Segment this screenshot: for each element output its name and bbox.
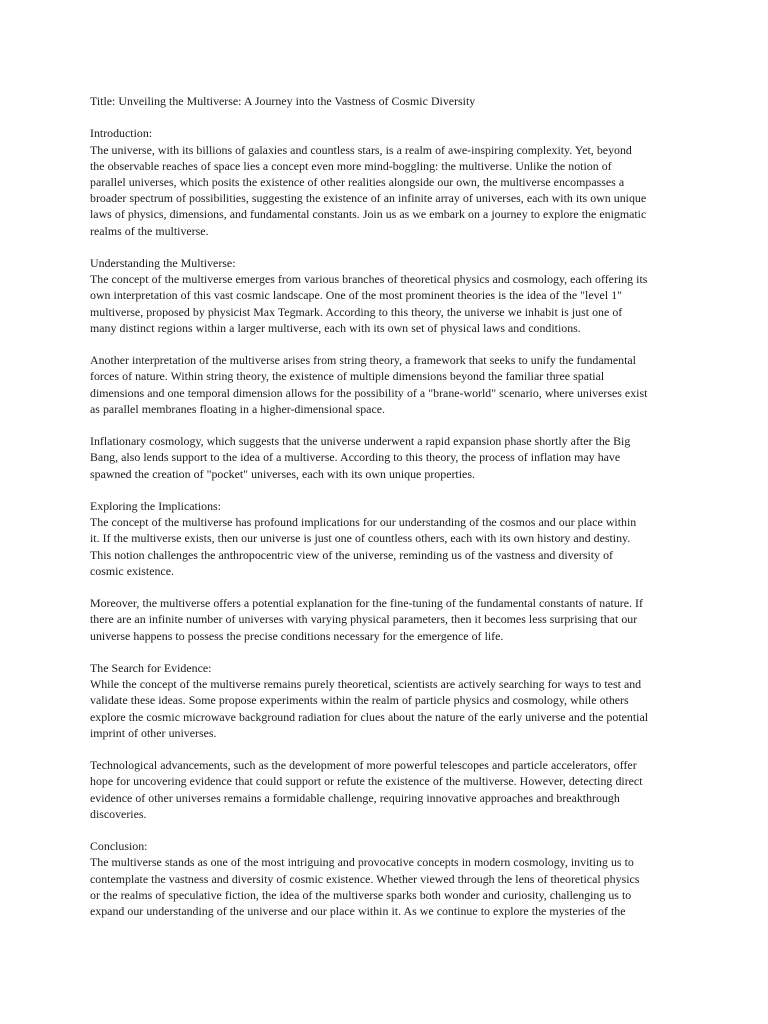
paragraph — [90, 660, 680, 741]
text-line: The universe, with its billions of galaxies and countless stars, is a realm of awe-inspiring complexity. Yet, beyond — [90, 142, 632, 157]
paragraph — [90, 595, 680, 644]
paragraph — [90, 498, 680, 579]
text-line: Another interpretation of the multiverse arises from string theory, a framework that seeks to unify the fundamental — [90, 353, 636, 368]
text-line: there are an infinite number of universes with varying physical parameters, then it becomes less surprising that our — [90, 612, 638, 627]
text-line: forces of nature. Within string theory, the existence of multiple dimensions beyond the familiar three spatial — [90, 369, 605, 384]
text-line: cosmic existence. — [90, 563, 174, 578]
text-line: While the concept of the multiverse remains purely theoretical, scientists are actively searching for ways to test and — [90, 677, 642, 692]
text-line: Inflationary cosmology, which suggests that the universe underwent a rapid expansion phase shortly after the Big — [90, 434, 631, 449]
text-line: The concept of the multiverse has profound implications for our understanding of the cosmos and our place within — [90, 515, 637, 530]
text-line: multiverse, proposed by physicist Max Tegmark. According to this theory, the universe we inhabit is just one of — [90, 304, 623, 319]
section-heading-exploring-the-implications: Exploring the Implications: — [90, 499, 221, 513]
section-heading-understanding-the-multiverse: Understanding the Multiverse: — [90, 256, 236, 270]
text-line: This notion challenges the anthropocentric view of the universe, reminding us of the vastness and diversity of — [90, 547, 614, 562]
text-line: universe happens to possess the precise conditions necessary for the emergence of life. — [90, 628, 504, 643]
text-line: discoveries. — [90, 806, 147, 821]
text-line: many distinct regions within a larger multiverse, each with its own set of physical laws and conditions. — [90, 320, 581, 335]
text-line: or the realms of speculative fiction, the idea of the multiverse sparks both wonder and curiosity, challenging us to — [90, 887, 632, 902]
text-line: it. If the multiverse exists, then our universe is just one of countless others, each with its own history and destiny. — [90, 531, 631, 546]
document-body — [90, 125, 680, 919]
text-line: broader spectrum of possibilities, suggesting the existence of an infinite array of universes, each with its own unique — [90, 191, 647, 206]
text-line: The multiverse stands as one of the most intriguing and provocative concepts in modern cosmology, inviting us to — [90, 855, 634, 870]
document-page — [90, 93, 680, 935]
text-line: The concept of the multiverse emerges from various branches of theoretical physics and cosmology, each offering its — [90, 272, 648, 287]
text-line: Moreover, the multiverse offers a potential explanation for the fine-tuning of the fundamental constants of nature. If — [90, 596, 643, 611]
section-heading-the-search-for-evidence: The Search for Evidence: — [90, 661, 212, 675]
paragraph — [90, 433, 680, 482]
document-title: Title: Unveiling the Multiverse: A Journey into the Vastness of Cosmic Diversity — [90, 94, 476, 108]
text-line: evidence of other universes remains a formidable challenge, requiring innovative approaches and breakthrough — [90, 790, 620, 805]
section-heading-conclusion: Conclusion: — [90, 839, 148, 854]
text-line: expand our understanding of the universe and our place within it. As we continue to explore the mysteries of the — [90, 904, 626, 919]
paragraph — [90, 352, 680, 417]
text-line: as parallel membranes floating in a higher-dimensional space. — [90, 401, 385, 416]
paragraph — [90, 757, 680, 822]
paragraph — [90, 838, 680, 919]
text-line: spawned the creation of "pocket" universes, each with its own unique properties. — [90, 466, 475, 481]
text-line: own interpretation of this vast cosmic landscape. One of the most prominent theories is the idea of the "level 1" — [90, 288, 623, 303]
text-line: the observable reaches of space lies a concept even more mind-boggling: the multiverse. Unlike the notion of — [90, 158, 612, 173]
text-line: imprint of other universes. — [90, 725, 217, 740]
text-line: explore the cosmic microwave background radiation for clues about the nature of the early universe and the potential — [90, 709, 649, 724]
text-line: dimensions and one temporal dimension allows for the possibility of a "brane-world" scenario, where universes exist — [90, 385, 648, 400]
text-line: Technological advancements, such as the development of more powerful telescopes and particle accelerators, offer — [90, 758, 637, 773]
text-line: hope for uncovering evidence that could support or refute the existence of the multiverse. However, detecting direct — [90, 774, 643, 789]
section-heading-introduction: Introduction: — [90, 126, 153, 141]
text-line: realms of the multiverse. — [90, 223, 209, 238]
paragraph — [90, 255, 680, 336]
paragraph — [90, 125, 680, 238]
text-line: validate these ideas. Some propose experiments within the realm of particle physics and cosmology, while others — [90, 693, 629, 708]
text-line: laws of physics, dimensions, and fundamental constants. Join us as we embark on a journey to explore the enigmatic — [90, 207, 647, 222]
text-line: parallel universes, which posits the existence of other realities alongside our own, the multiverse encompasses a — [90, 175, 625, 189]
text-line: contemplate the vastness and diversity of cosmic existence. Whether viewed through the lens of theoretical physics — [90, 871, 640, 886]
text-line: Bang, also lends support to the idea of a multiverse. According to this theory, the process of inflation may have — [90, 450, 621, 465]
